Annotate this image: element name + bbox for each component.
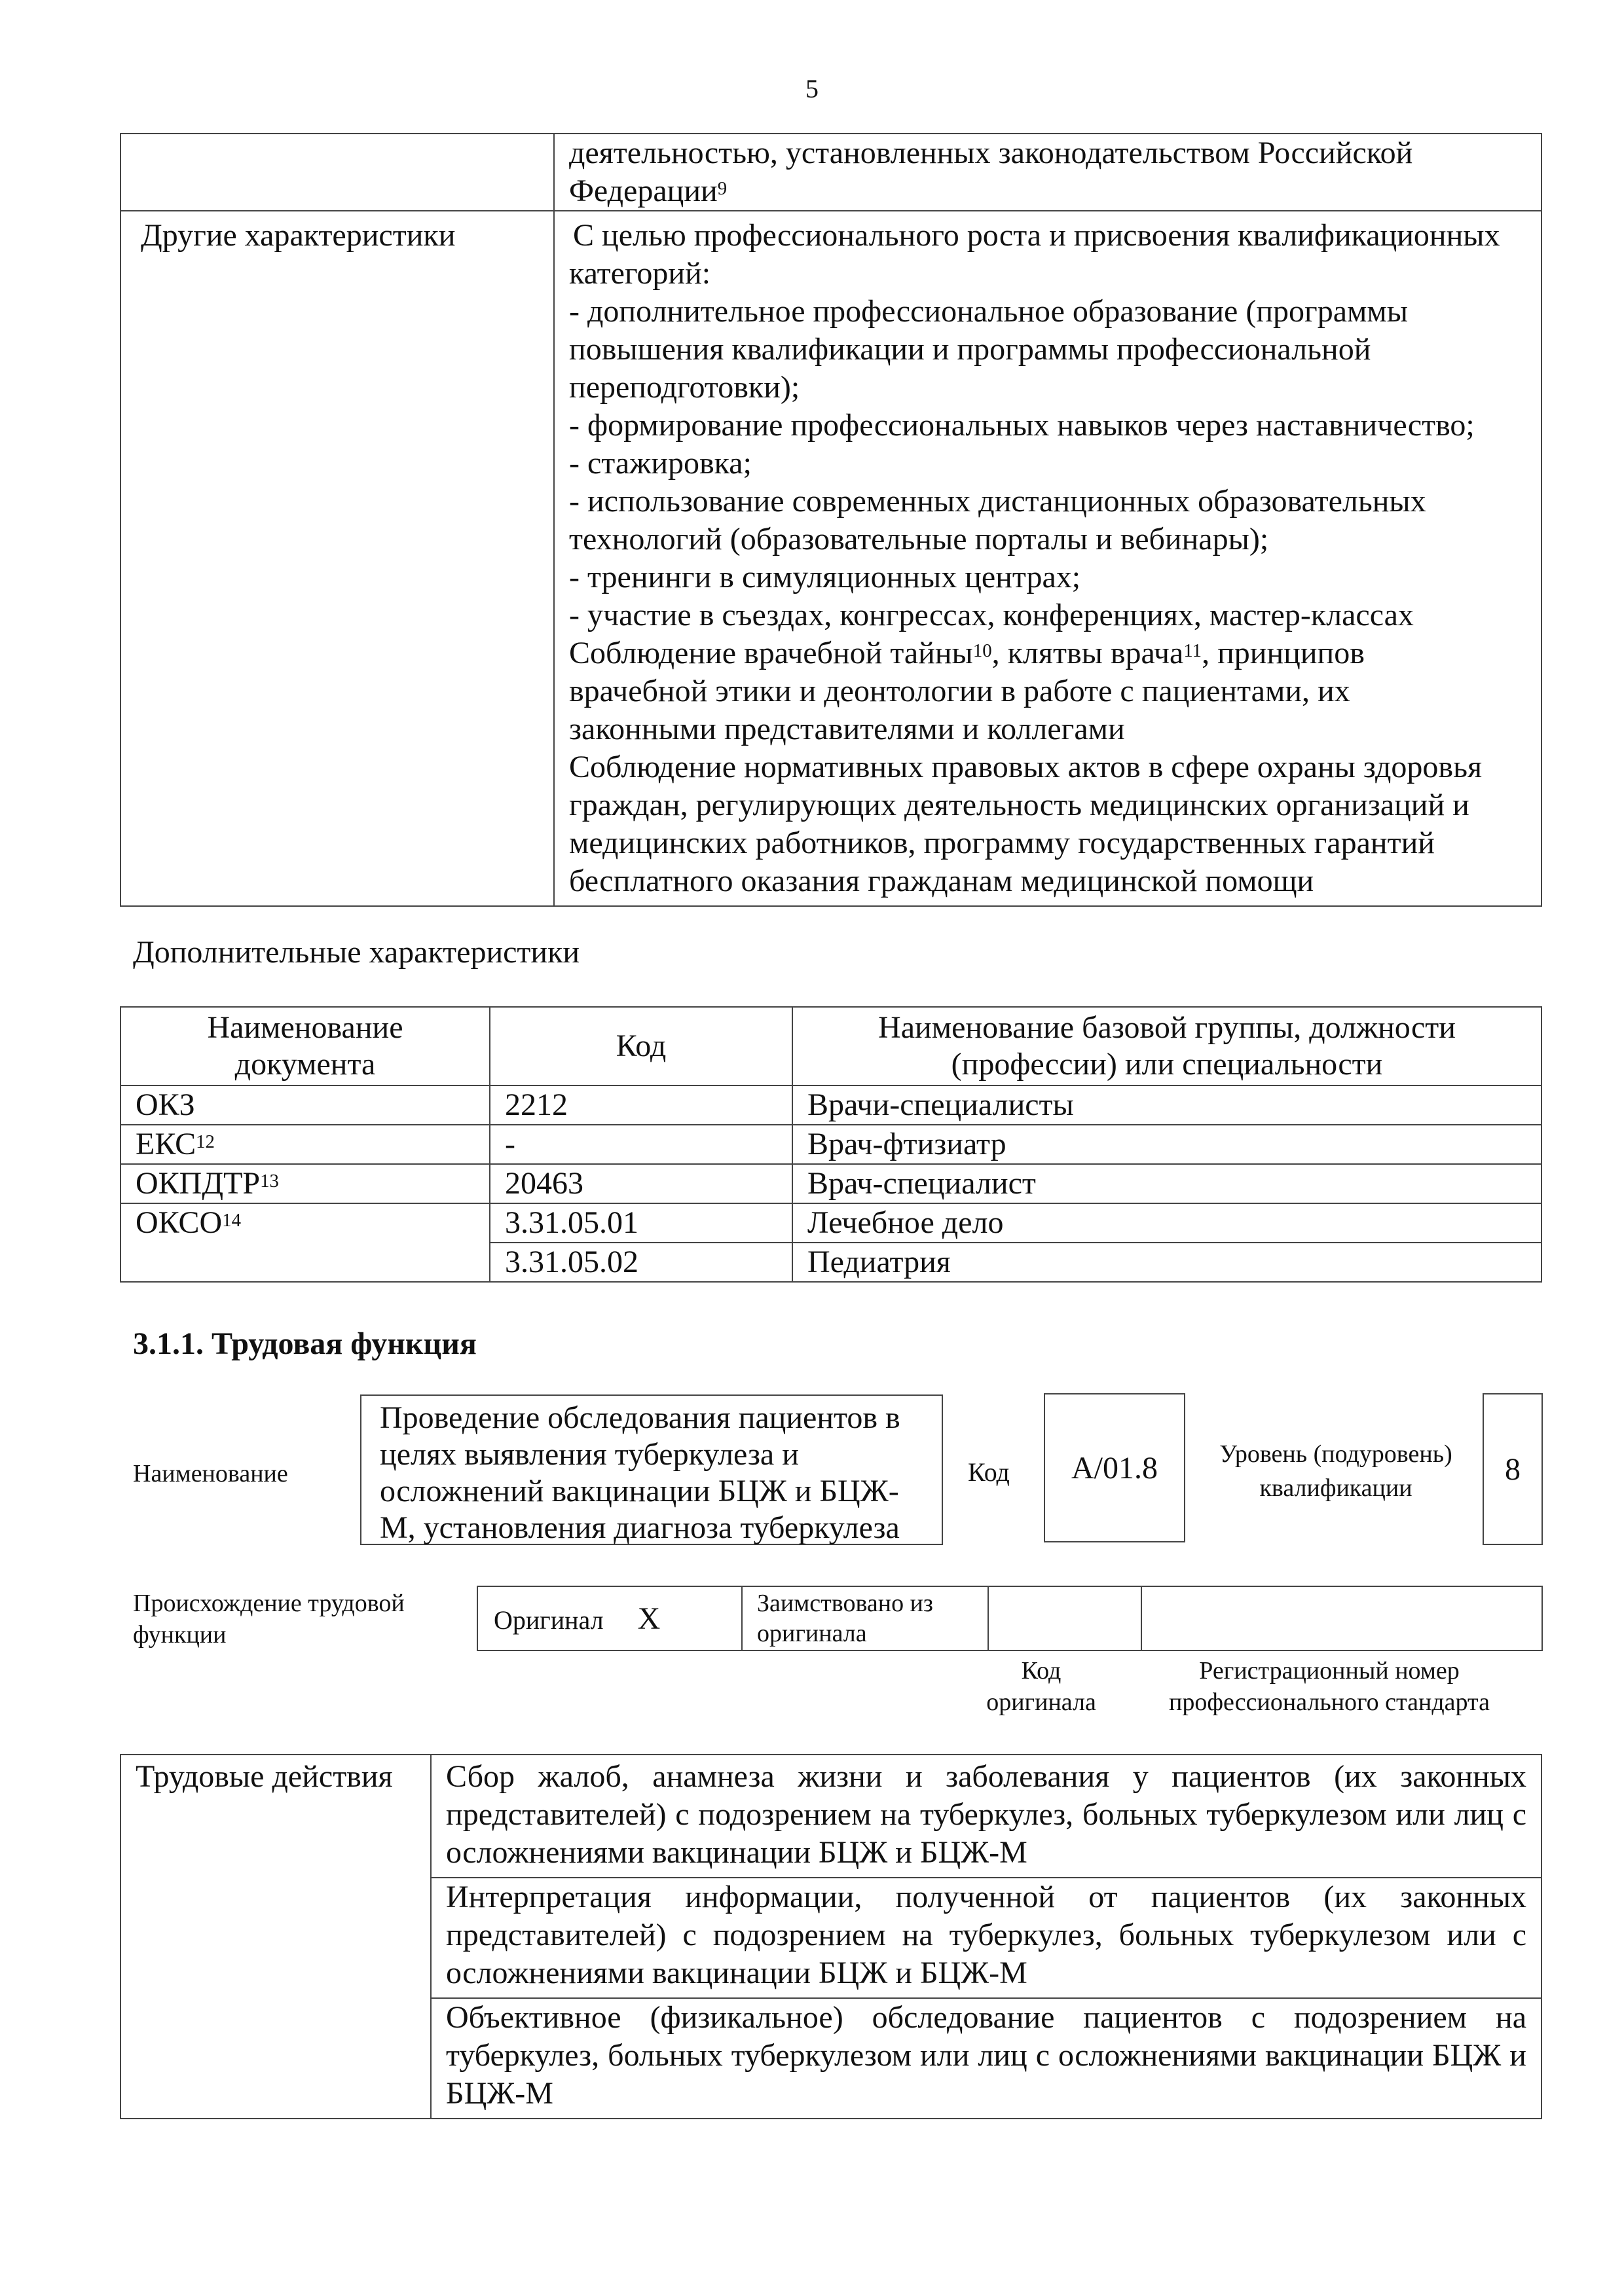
caption-line: Код [1021, 1657, 1061, 1685]
header-document [120, 1007, 490, 1085]
text-line: граждан, регулирующих деятельность медицинских организаций и [569, 788, 1469, 822]
doc-name: ОКСО [136, 1205, 223, 1240]
code-cell: 2212 [490, 1085, 792, 1125]
characteristics-table [120, 133, 1542, 907]
borrowed-line: Заимствовано из [757, 1590, 933, 1617]
level-box: 8 [1483, 1393, 1543, 1545]
text-line: - формирование профессиональных навыков через наставничество; [569, 408, 1475, 443]
labor-actions-table [120, 1754, 1542, 2119]
name-cell: Врачи-специалисты [792, 1085, 1541, 1125]
text-line [569, 634, 1528, 672]
original-mark: X [637, 1601, 661, 1636]
labor-action: Объективное (физикальное) обследование пациентов с подозрением на туберкулез, больных туберкулезом или лиц с осложнениями вакцинации БЦЖ и БЦЖ-М [431, 1998, 1541, 2119]
table-header-row [120, 1007, 1541, 1085]
footnote-mark: 11 [1183, 640, 1202, 661]
text-line: Соблюдение нормативных правовых актов в сфере охраны здоровья [569, 750, 1483, 784]
registration-number-cell [1141, 1586, 1542, 1650]
function-name-box [360, 1394, 943, 1545]
original-code-caption [963, 1655, 1120, 1718]
header-code: Код [490, 1007, 792, 1085]
text-line: бесплатного оказания гражданам медицинской помощи [569, 864, 1314, 898]
additional-characteristics-table [120, 1006, 1542, 1283]
level-label-line: квалификации [1259, 1474, 1412, 1502]
labor-function-title: 3.1.1. Трудовая функция [133, 1326, 477, 1361]
table-row [120, 1164, 1541, 1203]
footnote-mark: 10 [972, 640, 992, 661]
additional-characteristics-title: Дополнительные характеристики [133, 935, 580, 970]
code-cell: - [490, 1125, 792, 1164]
text-line: - тренинги в симуляционных центрах; [569, 560, 1081, 594]
origin-table [477, 1586, 1543, 1651]
text-line: переподготовки); [569, 370, 800, 405]
labor-action: Интерпретация информации, полученной от пациентов (их законных представителей) с подозрением на туберкулез, больных туберкулезом или с осложнениями вакцинации БЦЖ и БЦЖ-М [431, 1878, 1541, 1998]
origin-label [133, 1588, 405, 1650]
text-line: повышения квалификации и программы профессиональной [569, 332, 1371, 367]
footnote-mark: 13 [260, 1170, 279, 1192]
table-cell-text [554, 134, 1541, 211]
page-number: 5 [805, 74, 819, 103]
doc-cell [120, 1085, 490, 1125]
labor-action: Сбор жалоб, анамнеза жизни и заболевания у пациентов (их законных представителей) с подозрением на туберкулез, больных туберкулезом или лиц с осложнениями вакцинации БЦЖ и БЦЖ-М [431, 1755, 1541, 1878]
footnote-mark: 9 [717, 177, 728, 199]
code-cell: 3.31.05.01 [490, 1203, 792, 1243]
original-cell [477, 1586, 742, 1650]
table-row [120, 1203, 1541, 1243]
origin-label-line: Происхождение трудовой [133, 1590, 405, 1617]
text-line [569, 172, 1528, 210]
name-label: Наименование [133, 1460, 288, 1487]
text-line: С целью профессионального роста и присвоения квалификационных [573, 218, 1500, 253]
text-line: - участие в съездах, конгрессах, конференциях, мастер-классах [569, 598, 1414, 632]
other-characteristics-label: Другие характеристики [120, 211, 554, 906]
text-line: врачебной этики и деонтологии в работе с пациентами, их [569, 674, 1350, 708]
table-row [120, 134, 1541, 211]
labor-actions-label: Трудовые действия [120, 1755, 431, 2119]
text-line: деятельностью, установленных законодательством Российской [569, 136, 1413, 170]
name-cell: Лечебное дело [792, 1203, 1541, 1243]
code-cell: 3.31.05.02 [490, 1243, 792, 1282]
function-name-line: Проведение обследования пациентов в [380, 1400, 900, 1435]
registration-number-caption [1146, 1655, 1513, 1718]
borrowed-cell [742, 1586, 988, 1650]
name-cell: Педиатрия [792, 1243, 1541, 1282]
caption-line: Регистрационный номер [1199, 1657, 1460, 1685]
table-row [120, 1125, 1541, 1164]
doc-cell [120, 1164, 490, 1203]
code-label: Код [968, 1457, 1010, 1487]
text-line: - стажировка; [569, 446, 752, 481]
function-name-line: М, установления диагноза туберкулеза [380, 1510, 900, 1545]
function-code-box: А/01.8 [1044, 1393, 1185, 1542]
level-label [1198, 1437, 1473, 1505]
name-cell: Врач-фтизиатр [792, 1125, 1541, 1164]
text-fragment: , принципов [1202, 636, 1365, 670]
text-line: законными представителями и коллегами [569, 712, 1125, 746]
level-label-line: Уровень (подуровень) [1219, 1440, 1452, 1468]
text-line: - использование современных дистанционных образовательных [569, 484, 1426, 519]
code-cell: 20463 [490, 1164, 792, 1203]
header-line: Наименование [207, 1010, 403, 1045]
table-row [120, 1085, 1541, 1125]
text-fragment: Федерации [569, 173, 718, 208]
doc-name: ОКЗ [136, 1087, 195, 1122]
doc-name: ЕКС [136, 1127, 196, 1161]
table-row [120, 1755, 1541, 1878]
name-cell: Врач-специалист [792, 1164, 1541, 1203]
header-group [792, 1007, 1541, 1085]
table-row [477, 1586, 1542, 1650]
origin-label-line: функции [133, 1621, 227, 1649]
function-name-line: осложнений вакцинации БЦЖ и БЦЖ- [380, 1474, 899, 1508]
table-row [120, 211, 1541, 906]
borrowed-line: оригинала [757, 1620, 867, 1647]
caption-line: оригинала [986, 1688, 1096, 1716]
original-code-cell [988, 1586, 1141, 1650]
header-line: документа [234, 1047, 376, 1082]
doc-cell [120, 1203, 490, 1282]
footnote-mark: 12 [196, 1131, 215, 1152]
original-label: Оригинал [494, 1605, 604, 1635]
doc-cell [120, 1125, 490, 1164]
function-name-line: целях выявления туберкулеза и [380, 1437, 799, 1472]
header-line: Наименование базовой группы, должности [878, 1010, 1456, 1045]
text-line: медицинских работников, программу государственных гарантий [569, 826, 1435, 860]
footnote-mark: 14 [222, 1209, 241, 1231]
caption-line: профессионального стандарта [1169, 1688, 1490, 1716]
text-line: категорий: [569, 256, 711, 291]
table-cell-label [120, 134, 554, 211]
text-line: технологий (образовательные порталы и вебинары); [569, 522, 1269, 556]
text-fragment: , клятвы врача [991, 636, 1184, 670]
other-characteristics-text [554, 211, 1541, 906]
text-fragment: Соблюдение врачебной тайны [569, 636, 973, 670]
text-line: - дополнительное профессиональное образование (программы [569, 294, 1408, 329]
doc-name: ОКПДТР [136, 1166, 261, 1201]
header-line: (профессии) или специальности [951, 1047, 1383, 1082]
